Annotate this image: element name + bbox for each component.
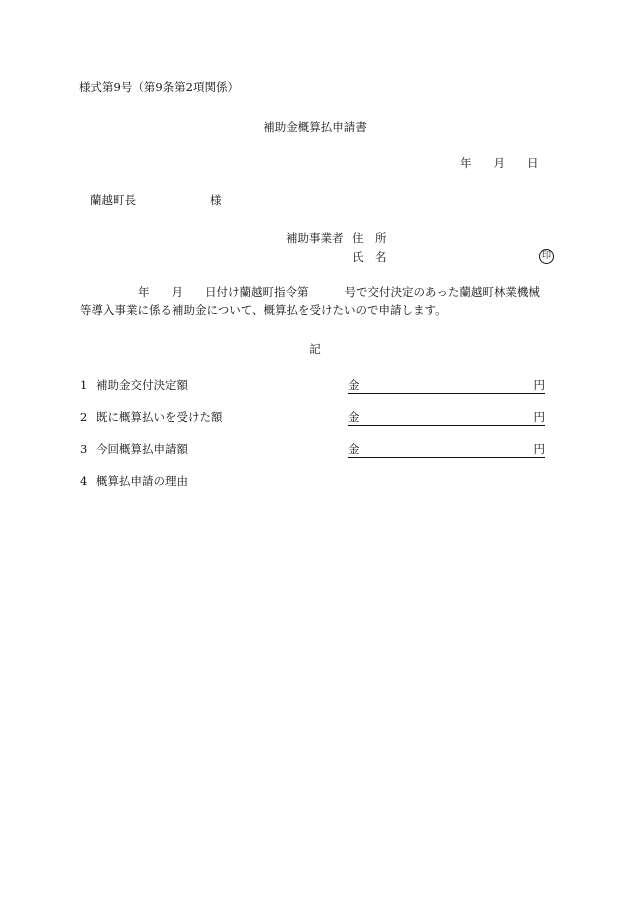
item-label: 今回概算払申請額 (96, 442, 188, 456)
date-line (460, 158, 539, 170)
date-year: 年 (460, 156, 472, 170)
seal-mark: 印 (539, 249, 554, 264)
address-label: 住 所 (352, 231, 387, 245)
amount-prefix: 金 (348, 378, 360, 392)
form-number: 様式第9号（第9条第2項関係） (79, 80, 239, 94)
document-title: 補助金概算払申請書 (263, 120, 367, 134)
item-number: 4 (80, 474, 88, 488)
item-label: 補助金交付決定額 (96, 378, 188, 392)
body-line-1 (138, 287, 540, 299)
applicant-label: 補助事業者 (286, 231, 344, 245)
item-number: 1 (80, 378, 88, 392)
amount-prefix: 金 (348, 442, 360, 456)
amount-field (348, 412, 545, 426)
date-day: 日 (527, 156, 539, 170)
body-month: 月 (171, 285, 183, 299)
addressee (90, 195, 222, 207)
body-rest: 号で交付決定のあった蘭越町林業機械 (344, 285, 540, 299)
amount-prefix: 金 (348, 410, 360, 424)
item-row-3 (0, 444, 630, 458)
addressee-name: 蘭越町長 (90, 193, 136, 207)
body-line-2: 等導入事業に係る補助金について、概算払を受けたいので申請します。 (80, 303, 447, 317)
item-label: 既に概算払いを受けた額 (96, 410, 223, 424)
date-month: 月 (493, 156, 505, 170)
item-number: 2 (80, 410, 88, 424)
item-label: 概算払申請の理由 (96, 474, 188, 488)
amount-field (348, 380, 545, 394)
item-row-1 (0, 380, 630, 394)
amount-suffix: 円 (533, 410, 545, 424)
body-day-ref: 日付け蘭越町指令第 (205, 285, 309, 299)
item-number: 3 (80, 442, 88, 456)
amount-field (348, 444, 545, 458)
amount-suffix: 円 (533, 442, 545, 456)
item-row-4 (0, 476, 630, 490)
item-row-2 (0, 412, 630, 426)
amount-suffix: 円 (533, 378, 545, 392)
ki-heading: 記 (309, 342, 321, 356)
body-year: 年 (138, 285, 150, 299)
name-label: 氏 名 (352, 250, 387, 264)
addressee-honorific: 様 (210, 193, 222, 207)
